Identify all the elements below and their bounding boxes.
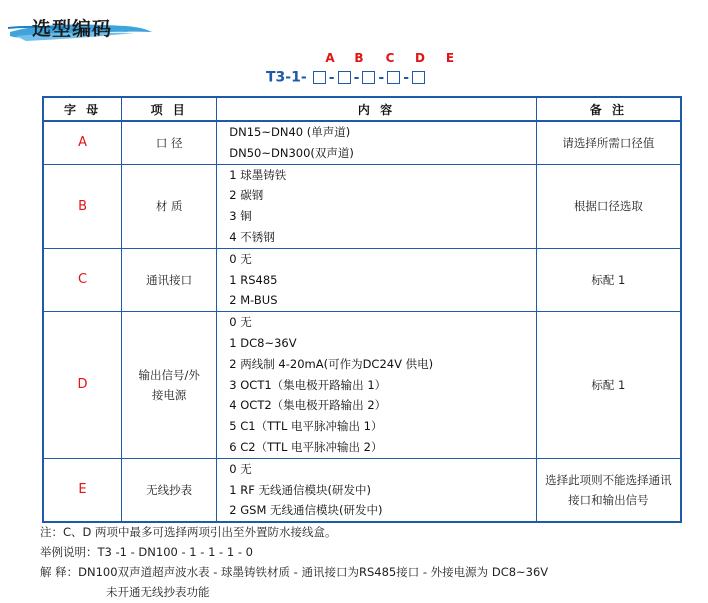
option-item: 2 碳钢 [229, 188, 264, 203]
table-row [43, 248, 681, 311]
explanation-text: DN100双声道超声波水表 - 球墨铸铁材质 - 通讯接口为RS485接口 - 外接电源为 DC8~36V [78, 565, 549, 579]
note-text: 注：C、D 两项中最多可选择两项引出至外置防水接线盒。 [40, 525, 337, 539]
code-letter-e: E [445, 51, 455, 65]
page-title: 选型编码 [32, 18, 113, 40]
row-remark: 请选择所需口径值 [536, 121, 681, 164]
row-item: 材 质 [122, 164, 217, 248]
row-remark: 选择此项则不能选择通讯接口和输出信号 [536, 458, 681, 522]
option-item: 2 GSM 无线通信模块(研发中) [229, 503, 383, 518]
option-item: 0 无 [229, 315, 252, 330]
code-separator: - [403, 69, 409, 86]
code-letter-d: D [415, 51, 425, 65]
option-item: DN50~DN300(双声道) [229, 145, 354, 160]
notes-section [40, 522, 548, 602]
code-separator: - [328, 69, 335, 86]
option-item: 3 OCT1（集电极开路输出 1） [229, 377, 387, 392]
code-letter-a: A [325, 51, 335, 65]
option-item: 2 M-BUS [229, 293, 278, 308]
option-item: 1 DC8~36V [229, 335, 297, 350]
option-item: 2 两线制 4-20mA(可作为DC24V 供电) [229, 356, 434, 371]
code-separator: - [353, 69, 360, 86]
table-row [43, 121, 681, 164]
table-row [43, 312, 681, 459]
option-item: 3 铜 [229, 209, 252, 224]
option-item: 4 OCT2（集电极开路输出 2） [229, 398, 387, 413]
row-options [217, 248, 536, 311]
header-letter: 字 母 [43, 97, 122, 121]
row-letter: E [43, 458, 122, 522]
option-item: 0 无 [229, 251, 252, 266]
header-content: 内 容 [217, 97, 536, 121]
row-options [217, 164, 536, 248]
row-options [217, 458, 536, 522]
selection-code-table [42, 96, 682, 523]
row-options [217, 121, 536, 164]
row-letter: D [43, 312, 122, 459]
option-item: 4 不锈钢 [229, 229, 275, 244]
header-remark: 备 注 [536, 97, 681, 121]
row-item: 输出信号/外接电源 [122, 312, 217, 459]
row-letter: B [43, 164, 122, 248]
option-item: 1 RS485 [229, 272, 278, 287]
table-row [43, 458, 681, 522]
table-row [43, 164, 681, 248]
row-item: 口 径 [122, 121, 217, 164]
explanation-continuation: 未开通无线抄表功能 [106, 585, 210, 599]
row-options [217, 312, 536, 459]
code-slot-e [412, 71, 425, 84]
option-item: 1 球墨铸铁 [229, 167, 287, 182]
example-text: 举例说明：T3 -1 - DN100 - 1 - 1 - 1 - 0 [40, 545, 253, 559]
row-item: 无线抄表 [122, 458, 217, 522]
code-letter-b: B [354, 51, 364, 65]
option-item: 0 无 [229, 461, 252, 476]
row-letter: A [43, 121, 122, 164]
option-item: 5 C1（TTL 电平脉冲输出 1） [229, 419, 383, 434]
code-slot-d [387, 71, 400, 84]
code-slot-a [313, 71, 326, 84]
code-slot-b [338, 71, 351, 84]
row-remark: 标配 1 [536, 248, 681, 311]
row-item: 通讯接口 [122, 248, 217, 311]
code-separator: - [378, 69, 385, 86]
row-letter: C [43, 248, 122, 311]
option-item: DN15~DN40 (单声道) [229, 125, 351, 139]
code-letter-row [0, 51, 708, 67]
row-remark: 根据口径选取 [536, 164, 681, 248]
model-code-pattern [266, 67, 426, 85]
header-item: 项 目 [122, 97, 217, 121]
code-letter-c: C [385, 51, 395, 65]
model-code-prefix: T3-1- [266, 69, 307, 86]
code-slot-c [362, 71, 375, 84]
table-header-row [43, 97, 681, 121]
explanation-line [40, 562, 548, 582]
option-item: 6 C2（TTL 电平脉冲输出 2） [229, 439, 383, 454]
row-remark: 标配 1 [536, 312, 681, 459]
option-item: 1 RF 无线通信模块(研发中) [229, 482, 371, 497]
explanation-label: 解 释： [40, 565, 79, 579]
section-title-banner [6, 6, 156, 46]
